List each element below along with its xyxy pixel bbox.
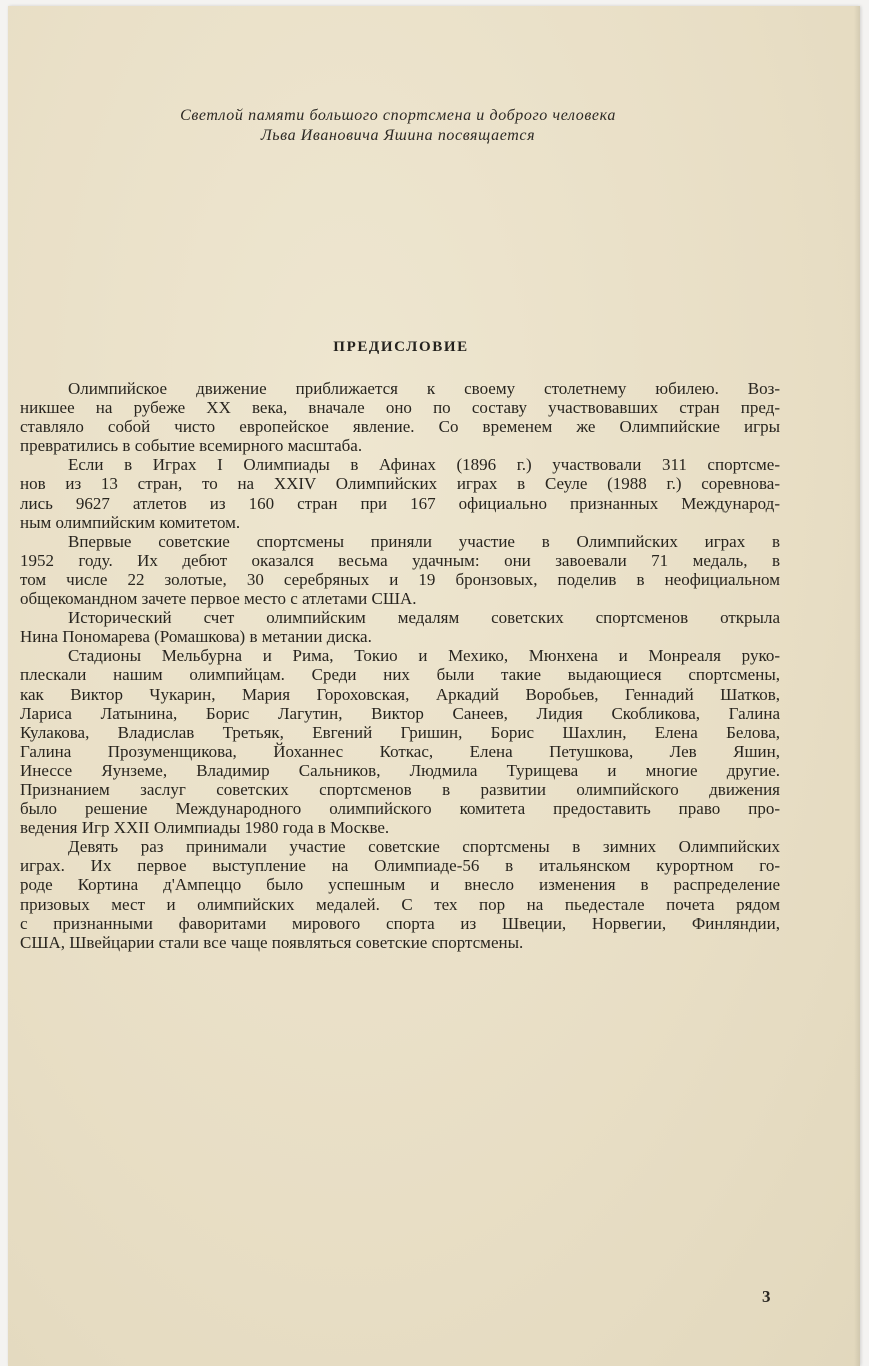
text-line: Инессе Яунземе, Владимир Сальников, Людмила Турищева и многие другие. <box>20 760 780 780</box>
dedication-line: Светлой памяти большого спортсмена и доброго человека <box>180 107 616 124</box>
text-line: Впервые советские спортсмены приняли участие в Олимпийских играх в <box>68 531 780 551</box>
text-line: ным олимпийским комитетом. <box>20 512 241 532</box>
text-line: Лариса Латынина, Борис Лагутин, Виктор Санеев, Лидия Скобликова, Галина <box>20 703 780 723</box>
preface-text <box>20 379 780 952</box>
text-line: Нина Пономарева (Ромашкова) в метании диска. <box>20 627 372 647</box>
text-line: никшее на рубеже XX века, вначале оно по составу участвовавших стран пред- <box>20 398 780 418</box>
text-line: Олимпийское движение приближается к своему столетнему юбилею. Воз- <box>68 379 780 398</box>
page-number: 3 <box>762 1287 771 1306</box>
dedication <box>8 106 788 146</box>
text-line: превратились в событие всемирного масштаба. <box>20 436 363 456</box>
text-line: плескали нашим олимпийцам. Среди них были такие выдающиеся спортсмены, <box>20 665 780 685</box>
text-line: лись 9627 атлетов из 160 стран при 167 официально признанных Международ- <box>20 493 780 513</box>
text-line: играх. Их первое выступление на Олимпиаде-56 в итальянском курортном го- <box>20 856 780 876</box>
text-line: том числе 22 золотые, 30 серебряных и 19 бронзовых, поделив в неофициальном <box>20 569 780 589</box>
paragraph <box>20 532 780 608</box>
text-line: 1952 году. Их дебют оказался весьма удачным: они завоевали 71 медаль, в <box>20 550 780 570</box>
book-page <box>8 6 860 1366</box>
text-line: Признанием заслуг советских спортсменов в развитии олимпийского движения <box>20 779 780 799</box>
text-line: с признанными фаворитами мирового спорта из Швеции, Норвегии, Финляндии, <box>20 913 780 933</box>
text-line: Девять раз принимали участие советские спортсмены в зимних Олимпийских <box>68 837 780 857</box>
text-line: общекомандном зачете первое место с атлетами США. <box>20 589 417 609</box>
text-line: США, Швейцарии стали все чаще появляться советские спортсмены. <box>20 932 524 952</box>
text-line: ведения Игр XXII Олимпиады 1980 года в Москве. <box>20 818 390 838</box>
text-line: Галина Прозуменщикова, Йоханнес Коткас, Елена Петушкова, Лев Яшин, <box>20 741 780 761</box>
text-line: роде Кортина д'Ампеццо было успешным и внесло изменения в распределение <box>20 875 780 895</box>
text-line: Если в Играх I Олимпиады в Афинах (1896 г.) участвовали 311 спортсме- <box>68 455 780 475</box>
text-line: как Виктор Чукарин, Мария Гороховская, Аркадий Воробьев, Геннадий Шатков, <box>20 684 780 704</box>
paragraph <box>20 608 780 646</box>
paragraph <box>20 837 780 952</box>
text-line: Исторический счет олимпийским медалям советских спортсменов открыла <box>68 608 780 628</box>
text-line: ставляло собой чисто европейское явление. Со временем же Олимпийские игры <box>20 417 780 437</box>
text-line: Кулакова, Владислав Третьяк, Евгений Гришин, Борис Шахлин, Елена Белова, <box>20 722 780 742</box>
paragraph <box>20 646 780 837</box>
paragraph <box>20 379 780 455</box>
text-line: нов из 13 стран, то на XXIV Олимпийских играх в Сеуле (1988 г.) соревнова- <box>20 474 780 494</box>
text-line: Стадионы Мельбурна и Рима, Токио и Мехико, Мюнхена и Монреаля руко- <box>68 646 780 666</box>
paragraph <box>20 455 780 531</box>
dedication-line: Льва Ивановича Яшина посвящается <box>260 127 536 144</box>
page-title: ПРЕДИСЛОВИЕ <box>333 339 469 355</box>
text-line: призовых мест и олимпийских медалей. С тех пор на пьедестале почета рядом <box>20 894 780 914</box>
text-line: было решение Международного олимпийского комитета предоставить право про- <box>20 799 780 819</box>
